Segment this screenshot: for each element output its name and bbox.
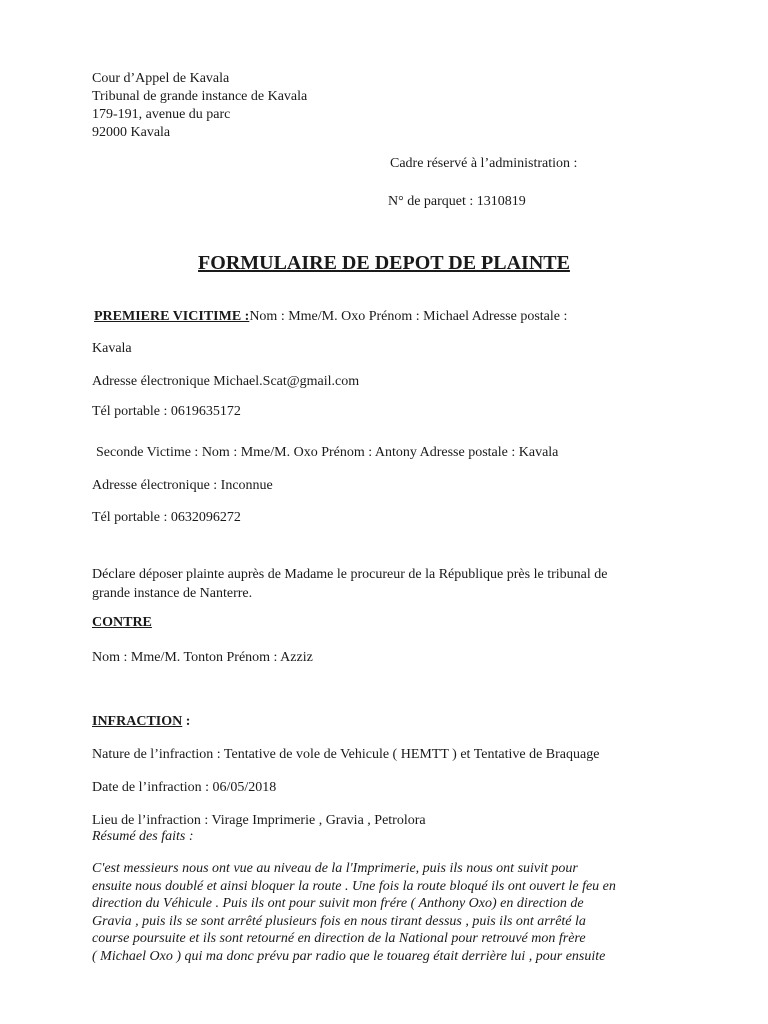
- victim1-email: Adresse électronique Michael.Scat@gmail.com: [92, 374, 360, 389]
- victim1-phone: Tél portable : 0619635172: [92, 404, 241, 419]
- contre-identity: Nom : Mme/M. Tonton Prénom : Azziz: [92, 650, 313, 665]
- facts-line: Gravia , puis ils se sont arrêté plusieurs fois en nous tirant dessus , puis ils ont arrêté la: [92, 913, 586, 929]
- victim1-identity-line: [92, 308, 567, 326]
- victim1-identity: Nom : Mme/M. Oxo Prénom : Michael Adresse postale :: [249, 309, 568, 324]
- infraction-heading-colon: :: [182, 714, 191, 729]
- parquet-number: N° de parquet : 1310819: [388, 194, 526, 209]
- facts-line: direction du Véhicule . Puis ils ont pour suivit mon frére ( Anthony Oxo) en direction de: [92, 896, 584, 911]
- victim2-phone: Tél portable : 0632096272: [92, 510, 241, 525]
- victim1-city: Kavala: [92, 341, 132, 356]
- facts-summary-label: Résumé des faits :: [92, 829, 194, 844]
- court-name: Cour d’Appel de Kavala: [92, 71, 230, 86]
- page-title: FORMULAIRE DE DEPOT DE PLAINTE: [198, 252, 570, 274]
- facts-line: course poursuite et ils sont retourné en direction de la National pour retrouvé mon frère: [92, 931, 586, 946]
- facts-summary-text: [92, 860, 682, 965]
- victim2-email: Adresse électronique : Inconnue: [92, 478, 273, 493]
- infraction-date: Date de l’infraction : 06/05/2018: [92, 780, 277, 795]
- tribunal-name: Tribunal de grande instance de Kavala: [92, 89, 308, 104]
- facts-line: ( Michael Oxo ) qui ma donc prévu par radio que le touareg était derrière lui , pour ensuite: [92, 948, 606, 964]
- contre-heading: CONTRE: [92, 615, 152, 630]
- admin-reserved-label: Cadre réservé à l’administration :: [390, 156, 578, 171]
- street-address: 179-191, avenue du parc: [92, 107, 231, 122]
- postal-city: 92000 Kavala: [92, 125, 171, 140]
- facts-line: C'est messieurs nous ont vue au niveau de la l'Imprimerie, puis ils nous ont suivit pour: [92, 861, 578, 876]
- declaration-line-1: Déclare déposer plainte auprès de Madame le procureur de la République près le tribunal de: [92, 567, 608, 582]
- victim2-identity: Seconde Victime : Nom : Mme/M. Oxo Prénom : Antony Adresse postale : Kavala: [96, 445, 559, 460]
- infraction-heading: INFRACTION: [92, 714, 183, 729]
- infraction-place: Lieu de l’infraction : Virage Imprimerie , Gravia , Petrolora: [92, 813, 426, 828]
- infraction-heading-line: [92, 713, 190, 731]
- declaration-line-2: grande instance de Nanterre.: [92, 586, 253, 601]
- facts-line: ensuite nous doublé et ainsi bloquer la route . Une fois la route bloqué ils ont ouvert le feu en: [92, 878, 616, 894]
- victim1-heading: PREMIERE VICITIME :: [94, 309, 250, 324]
- court-address-block: [92, 70, 307, 142]
- infraction-nature: Nature de l’infraction : Tentative de vole de Vehicule ( HEMTT ) et Tentative de Braquage: [92, 747, 600, 762]
